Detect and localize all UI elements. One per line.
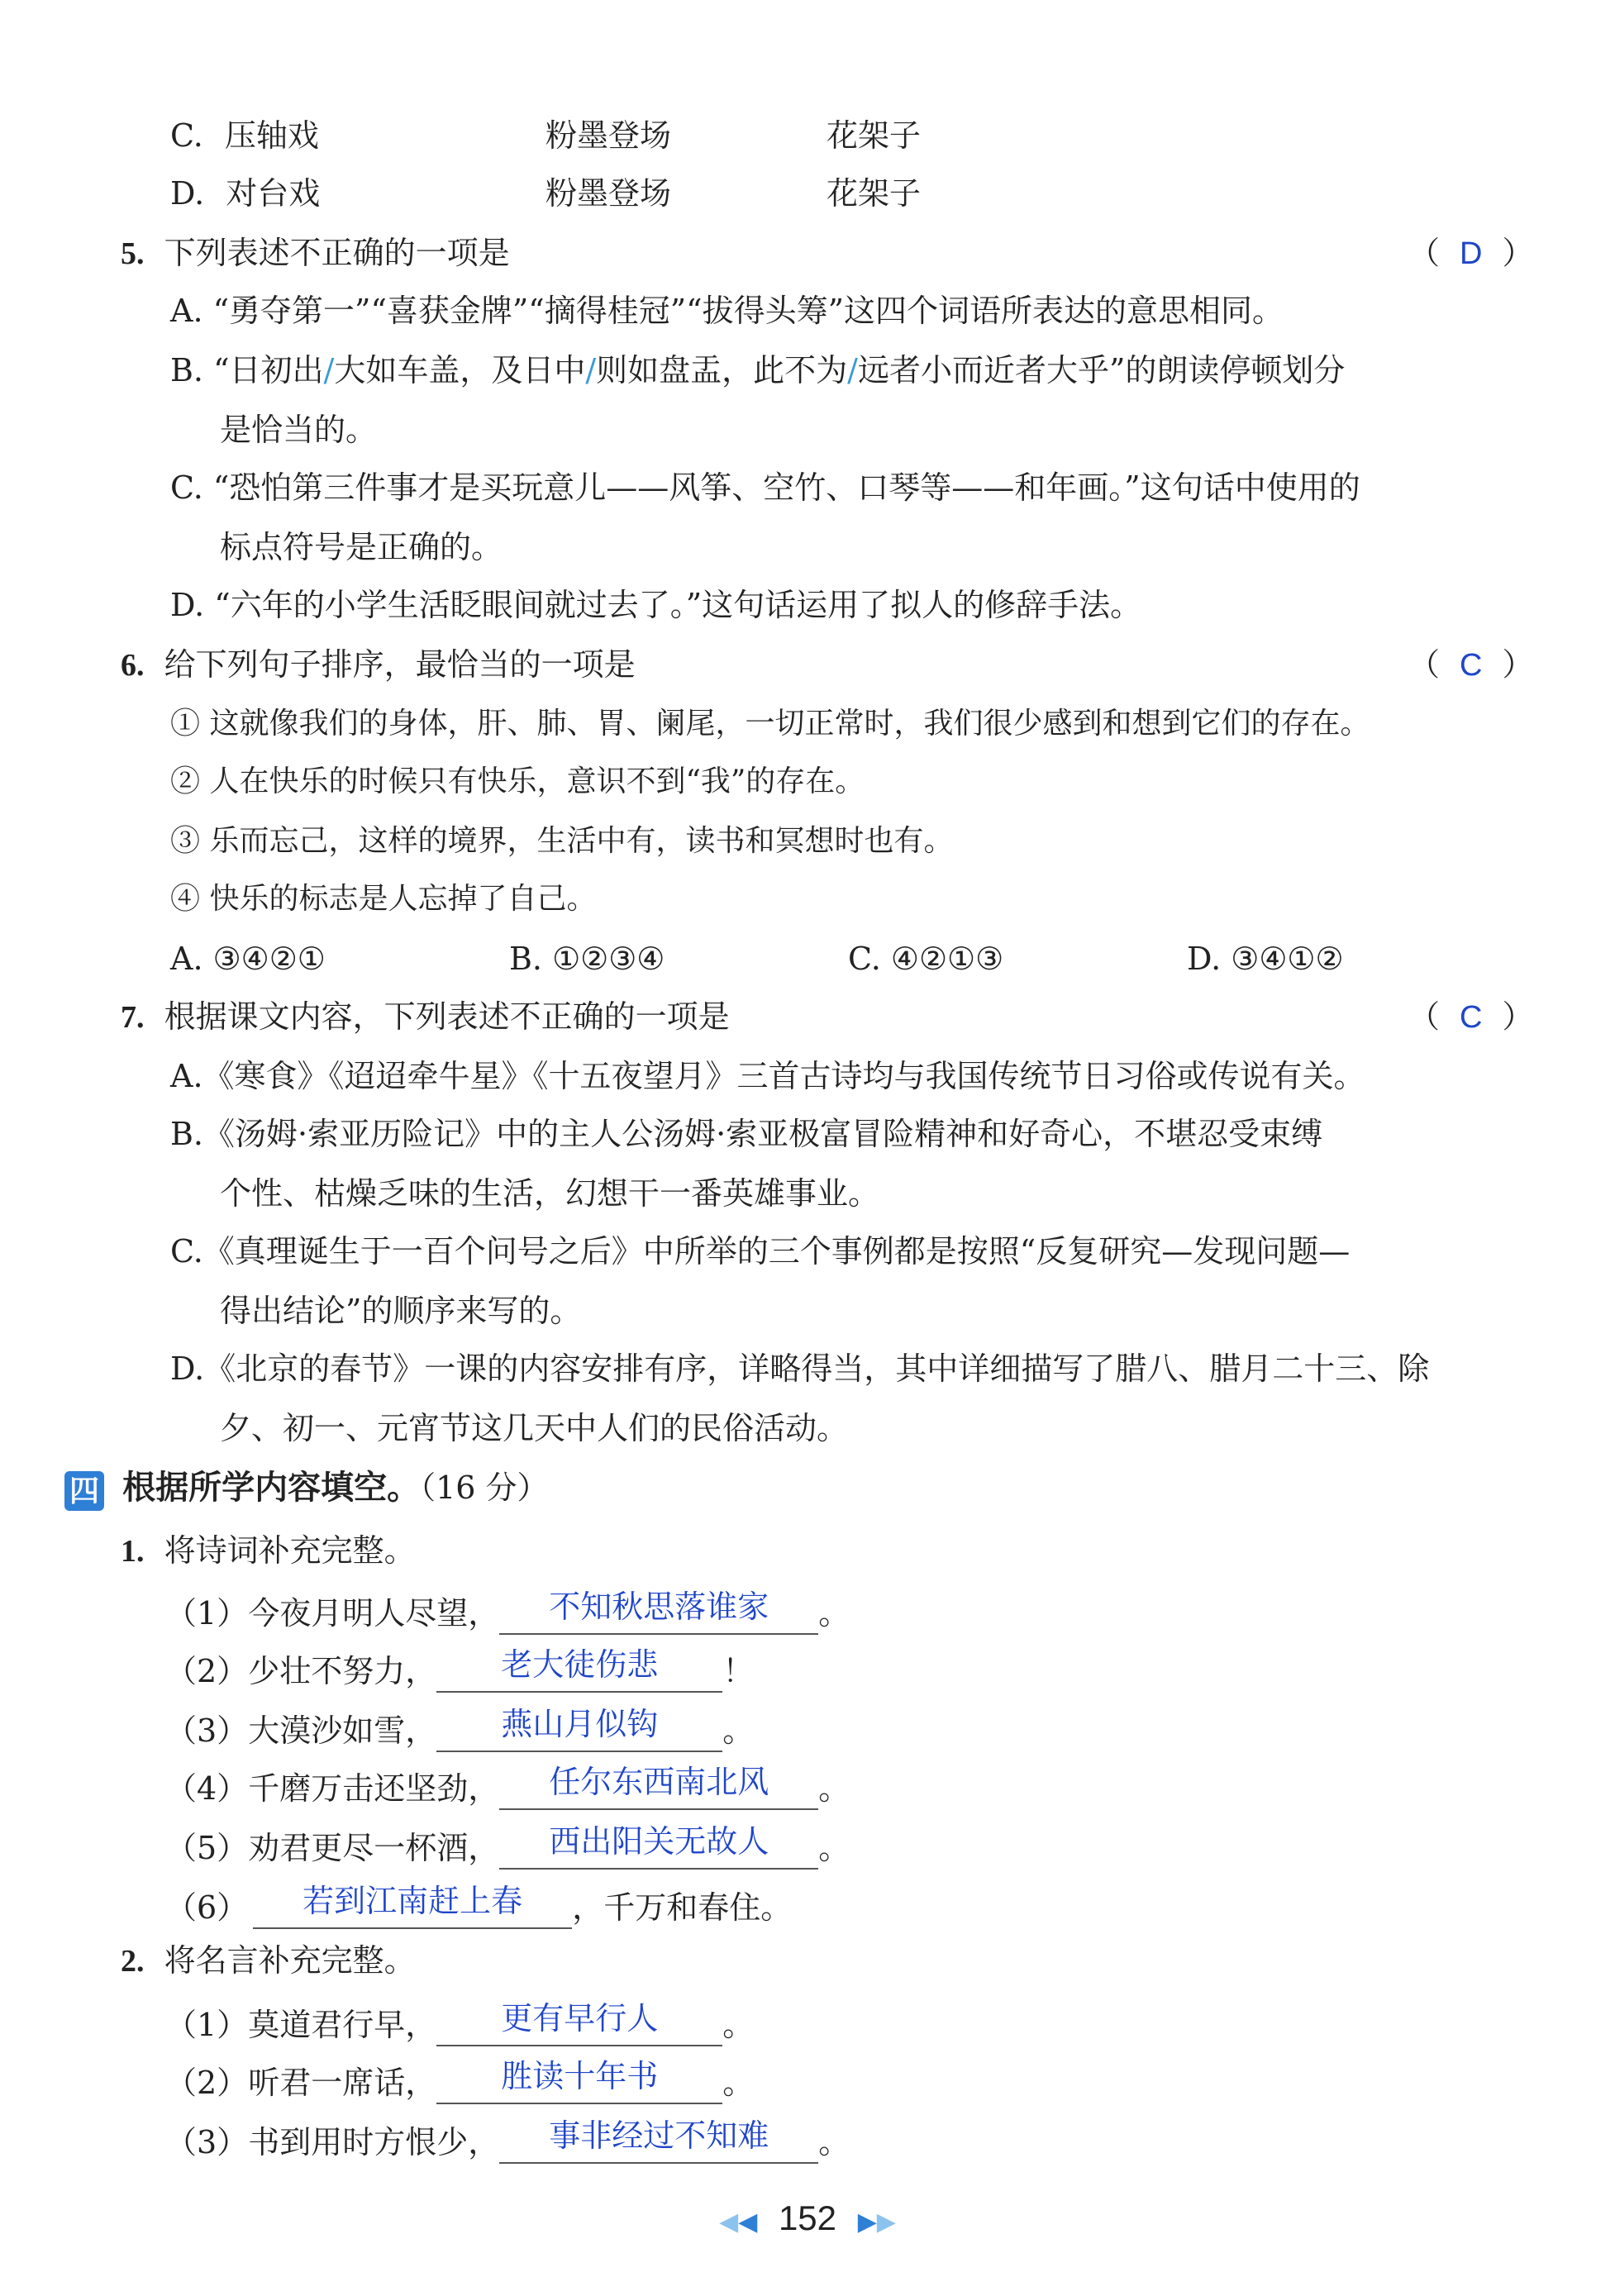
answer-blank[interactable]: 不知秋思落谁家 (499, 1587, 818, 1635)
q5-option-d: D. “六年的小学生活眨眼间就过去了。”这句话运用了拟人的修辞手法。 (170, 587, 1142, 623)
fill1-item-2: （2）少壮不努力， 老大徒伤悲 ！ (165, 1645, 754, 1693)
q5-option-b: B. “日初出/大如车盖，及日中/则如盘盂，此不为/远者小而近者大乎”的朗读停顿划分 (170, 352, 1346, 388)
q7-stem: 7. 根据课文内容，下列表述不正确的一项是 (121, 998, 730, 1035)
q7-option-b-cont: 个性、枯燥乏味的生活，幻想干一番英雄事业。 (220, 1175, 880, 1212)
q5-stem: 5. 下列表述不正确的一项是 (121, 235, 510, 271)
fill2-item-3: （3）书到用时方恨少， 事非经过不知难 。 (165, 2116, 850, 2164)
q7-option-d-cont: 夕、初一、元宵节这几天中人们的民俗活动。 (220, 1410, 849, 1446)
fill1-item-1: （1）今夜月明人尽望， 不知秋思落谁家 。 (165, 1587, 850, 1635)
fill1-item-5: （5）劝君更尽一杯酒， 西出阳关无故人 。 (165, 1822, 850, 1870)
q4-option-c: C. 压轴戏 (170, 117, 319, 154)
fill1-item-4: （4）千磨万击还坚劲， 任尔东西南北风 。 (165, 1762, 850, 1810)
page-number: 152 (778, 2198, 837, 2237)
fill2-stem: 2. 将名言补充完整。 (121, 1942, 416, 1979)
answer-blank[interactable]: 任尔东西南北风 (499, 1762, 818, 1810)
q6-option-a: A. ③④②① (170, 941, 326, 977)
section-4-header (64, 1466, 549, 1511)
q4-option-d: D. 对台戏 (170, 175, 321, 212)
q5-option-c: C. “恐怕第三件事才是买玩意儿——风筝、空竹、口琴等——和年画。”这句话中使用的 (170, 469, 1360, 506)
q6-option-d: D. ③④①② (1187, 941, 1344, 977)
fill1-item-3: （3）大漠沙如雪， 燕山月似钩 。 (165, 1704, 754, 1752)
q4-option-c-c: 花架子 (827, 117, 922, 154)
q5-answer: （ D ） (1408, 235, 1534, 271)
fill2-item-1: （1）莫道君行早， 更有早行人 。 (165, 1998, 754, 2046)
q7-option-d: D.《北京的春节》一课的内容安排有序，详略得当，其中详细描写了腊八、腊月二十三、除 (170, 1350, 1430, 1387)
q6-stem: 6. 给下列句子排序，最恰当的一项是 (121, 646, 636, 683)
q5-option-b-cont: 是恰当的。 (220, 412, 378, 448)
fill2-item-2: （2）听君一席话， 胜读十年书 。 (165, 2056, 754, 2104)
q6-sentence-4: ④ 快乐的标志是人忘掉了自己。 (170, 882, 597, 916)
q6-option-c: C. ④②①③ (848, 941, 1004, 977)
q6-sentence-3: ③ 乐而忘己，这样的境界，生活中有，读书和冥想时也有。 (170, 824, 954, 858)
q6-answer: （ C ） (1408, 646, 1534, 683)
fill1-item-6: （6） 若到江南赶上春 ，千万和春住。 (165, 1881, 792, 1929)
q7-answer: （ C ） (1408, 998, 1534, 1035)
q6-sentence-1: ① 这就像我们的身体，肝、肺、胃、阑尾，一切正常时，我们很少感到和想到它们的存在。 (170, 707, 1370, 741)
q7-option-c: C.《真理诞生于一百个问号之后》中所举的三个事例都是按照“反复研究—发现问题— (170, 1233, 1351, 1269)
q4-option-d-c: 花架子 (827, 175, 922, 212)
q4-option-c-b: 粉墨登场 (545, 117, 672, 154)
next-page-arrow-icon[interactable]: ▶ (857, 2208, 877, 2236)
section-4-title: 根据所学内容填空。 (122, 1469, 421, 1507)
last-page-arrow-icon[interactable]: ▶ (876, 2208, 896, 2236)
q7-option-c-cont: 得出结论”的顺序来写的。 (220, 1293, 582, 1329)
page-footer (0, 2198, 1615, 2238)
answer-blank[interactable]: 若到江南赶上春 (253, 1881, 572, 1929)
prev-page-arrow-icon[interactable]: ◀ (738, 2208, 758, 2236)
section-4-badge: 四 (64, 1471, 104, 1511)
q7-option-a: A.《寒食》《迢迢牵牛星》《十五夜望月》三首古诗均与我国传统节日习俗或传说有关。 (170, 1058, 1365, 1094)
answer-blank[interactable]: 老大徒伤悲 (436, 1645, 722, 1693)
q5-option-a: A. “勇夺第一”“喜获金牌”“摘得桂冠”“拔得头筹”这四个词语所表达的意思相同。 (170, 293, 1284, 329)
q7-option-b: B.《汤姆·索亚历险记》中的主人公汤姆·索亚极富冒险精神和好奇心，不堪忍受束缚 (170, 1116, 1323, 1152)
answer-blank[interactable]: 西出阳关无故人 (499, 1822, 818, 1870)
q6-sentence-2: ② 人在快乐的时候只有快乐，意识不到“我”的存在。 (170, 765, 865, 798)
answer-blank[interactable]: 胜读十年书 (436, 2056, 722, 2104)
q4-option-d-b: 粉墨登场 (545, 175, 672, 212)
answer-blank[interactable]: 燕山月似钩 (436, 1704, 722, 1752)
q6-option-b: B. ①②③④ (509, 941, 665, 977)
q5-option-c-cont: 标点符号是正确的。 (220, 529, 503, 565)
first-page-arrow-icon[interactable]: ◀ (719, 2208, 739, 2236)
fill1-stem: 1. 将诗词补充完整。 (121, 1532, 416, 1569)
answer-blank[interactable]: 更有早行人 (436, 1998, 722, 2046)
answer-blank[interactable]: 事非经过不知难 (499, 2116, 818, 2164)
section-4-score: （16 分） (420, 1470, 549, 1506)
